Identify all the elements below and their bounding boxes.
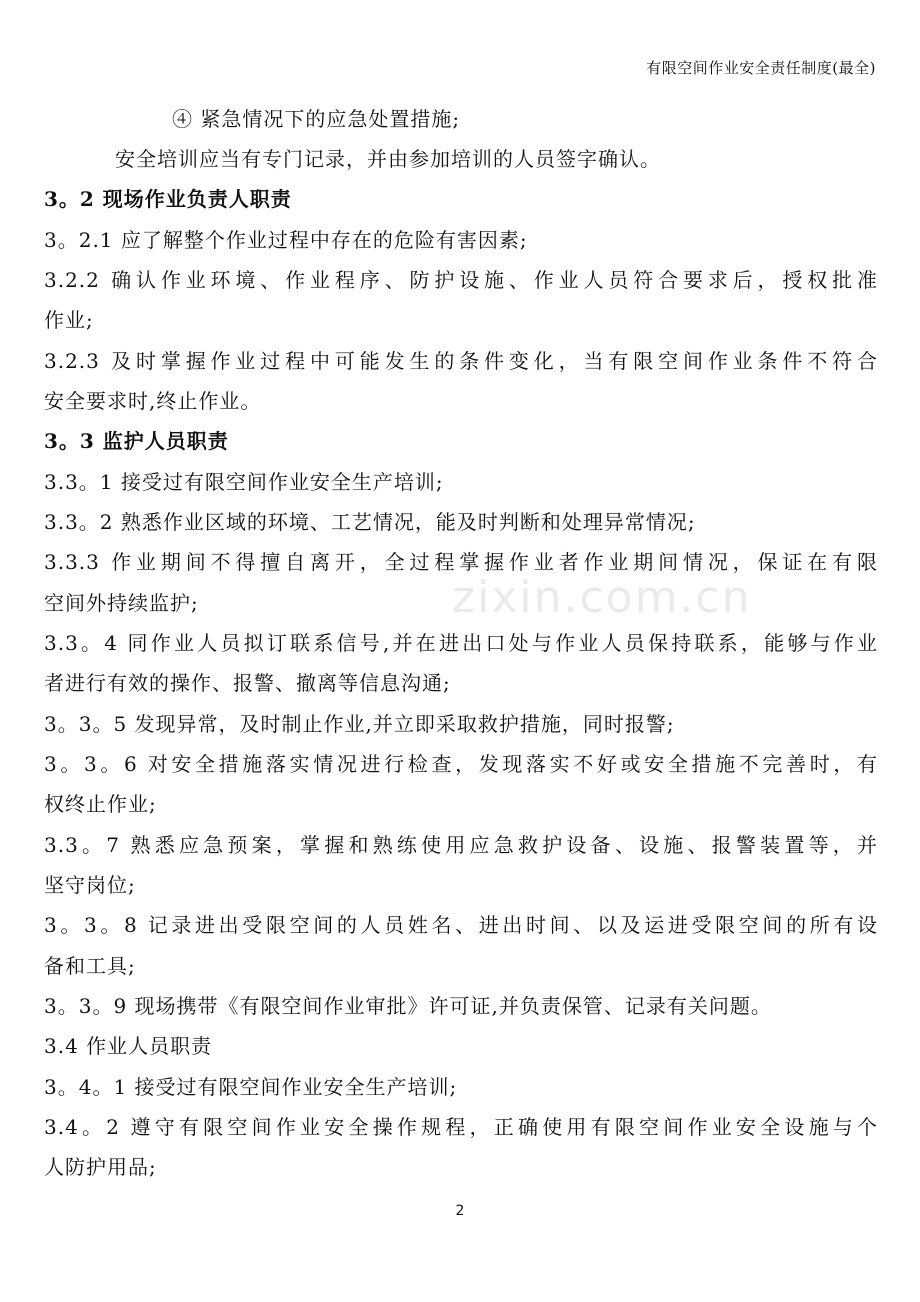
clause-3-2-3-continued: 安全要求时,终止作业。 [44,389,262,413]
clause-3-3-8: 3。3。8 记录进出受限空间的人员姓名、进出时间、以及运进受限空间的所有设 [44,913,878,937]
page-number: 2 [455,1203,465,1219]
document-header-title: 有限空间作业安全责任制度(最全) [646,59,876,77]
section-3-4-heading: 3.4 作业人员职责 [44,1034,213,1058]
clause-3-3-4-continued: 者进行有效的操作、报警、撤离等信息沟通; [44,671,451,695]
training-item-4: ④ 紧急情况下的应急处置措施; [172,107,461,131]
clause-3-2-3: 3.2.3 及时掌握作业过程中可能发生的条件变化，当有限空间作业条件不符合 [44,349,878,373]
clause-3-3-6: 3。3。6 对安全措施落实情况进行检查，发现落实不好或安全措施不完善时，有 [44,752,878,776]
clause-3-3-8-continued: 备和工具; [44,954,136,978]
clause-3-4-2-continued: 人防护用品; [44,1155,157,1179]
clause-3-3-7: 3.3。7 熟悉应急预案，掌握和熟练使用应急救护设备、设施、报警装置等，并 [44,833,878,857]
clause-3-3-4: 3.3。4 同作业人员拟订联系信号,并在进出口处与作业人员保持联系，能够与作业 [44,631,878,655]
clause-3-2-2: 3.2.2 确认作业环境、作业程序、防护设施、作业人员符合要求后，授权批准 [44,268,878,292]
clause-3-3-9: 3。3。9 现场携带《有限空间作业审批》许可证,并负责保管、记录有关问题。 [44,994,772,1018]
clause-3-2-1: 3。2.1 应了解整个作业过程中存在的危险有害因素; [44,228,528,252]
section-3-2-heading: 3。2 现场作业负责人职责 [44,187,292,211]
clause-3-3-7-continued: 坚守岗位; [44,873,136,897]
clause-3-3-6-continued: 权终止作业; [44,792,157,816]
watermark: zixin.com.cn [452,572,752,623]
clause-3-4-1: 3。4。1 接受过有限空间作业安全生产培训; [44,1075,458,1099]
clause-3-4-2: 3.4。2 遵守有限空间作业安全操作规程，正确使用有限空间作业安全设施与个 [44,1115,878,1139]
clause-3-2-2-continued: 作业; [44,308,94,332]
clause-3-3-3: 3.3.3 作业期间不得擅自离开，全过程掌握作业者作业期间情况，保证在有限 [44,550,878,574]
clause-3-3-1: 3.3。1 接受过有限空间作业安全生产培训; [44,470,444,494]
clause-3-3-5: 3。3。5 发现异常，及时制止作业,并立即采取救护措施，同时报警; [44,712,675,736]
clause-3-3-2: 3.3。2 熟悉作业区域的环境、工艺情况，能及时判断和处理异常情况; [44,510,696,534]
section-3-3-heading: 3。3 监护人员职责 [44,429,229,453]
clause-3-3-3-continued: 空间外持续监护; [44,591,199,615]
training-record-paragraph: 安全培训应当有专门记录，并由参加培训的人员签字确认。 [115,147,661,171]
